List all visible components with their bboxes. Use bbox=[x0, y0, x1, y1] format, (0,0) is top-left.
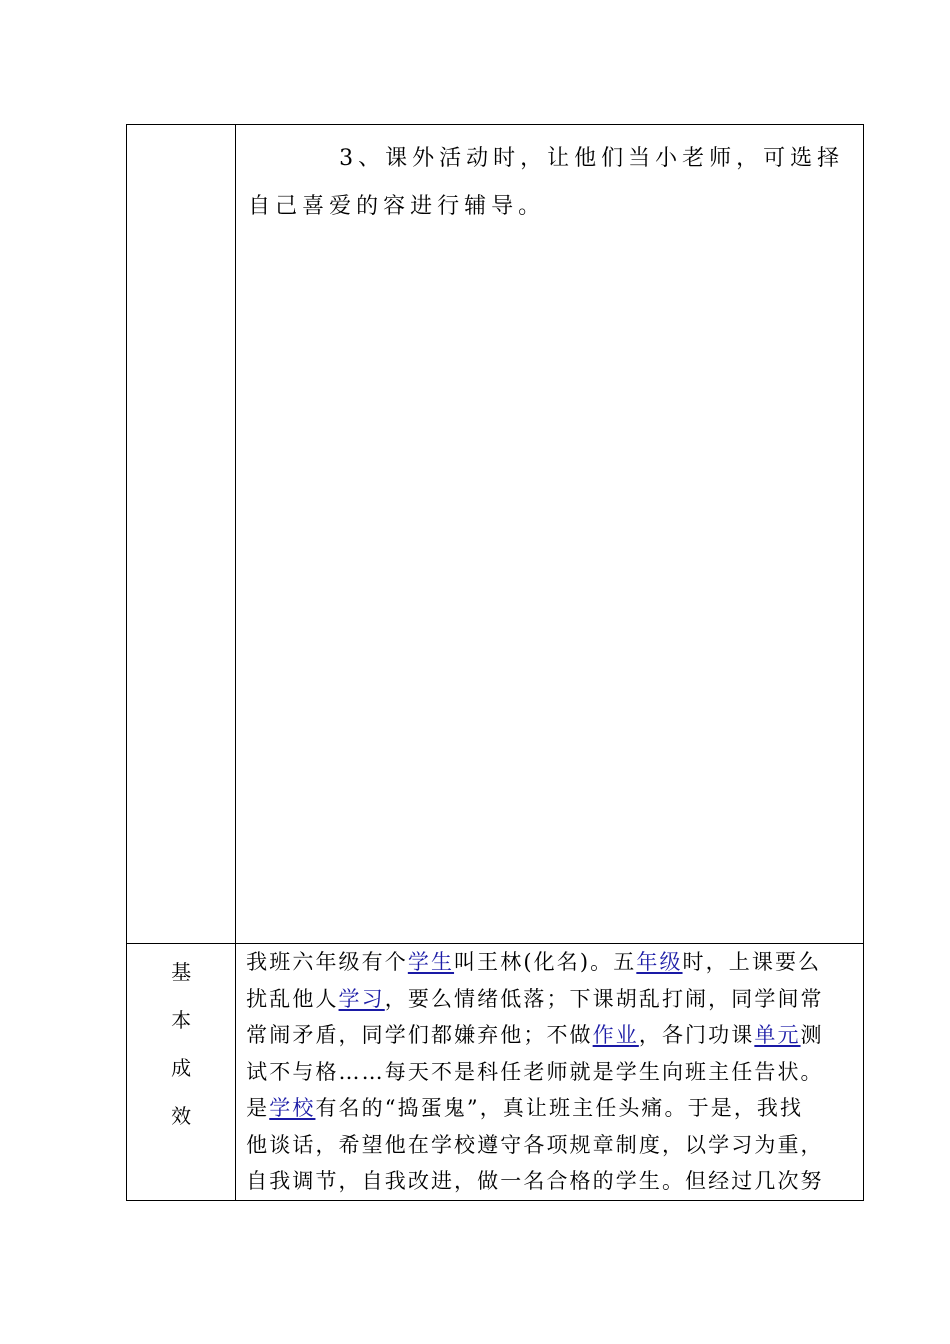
keyword-link[interactable]: 学校 bbox=[269, 1096, 316, 1120]
paragraph-text: 测 bbox=[800, 1023, 824, 1047]
label-char: 成 bbox=[171, 1056, 192, 1080]
label-cell-results bbox=[127, 944, 236, 1201]
results-label bbox=[127, 944, 235, 1140]
paragraph-text: ，各门功课 bbox=[638, 1023, 755, 1047]
keyword-link[interactable]: 学生 bbox=[407, 950, 455, 974]
paragraph-text: ，要么情绪低落；下课胡乱打闹，同学间常 bbox=[384, 986, 824, 1011]
table-row-activity bbox=[127, 125, 864, 944]
keyword-link[interactable]: 单元 bbox=[754, 1023, 801, 1047]
keyword-link[interactable]: 作业 bbox=[592, 1023, 639, 1047]
paragraph-text: 我班六年级有个 bbox=[246, 950, 408, 974]
table-row-results bbox=[127, 944, 864, 1201]
label-char: 效 bbox=[171, 1104, 192, 1128]
activity-paragraph bbox=[236, 125, 863, 231]
paragraph-text: 自我调节，自我改进，做一名合格的学生。但经过几次努 bbox=[246, 1169, 824, 1193]
activity-text: 3、课外活动时，让他们当小老师，可选择自己喜爱的容进行辅导。 bbox=[248, 146, 845, 219]
label-char: 基 bbox=[171, 960, 192, 984]
paragraph-text: 有名的“捣蛋鬼”，真让班主任头痛。于是，我找 bbox=[315, 1096, 804, 1120]
label-char: 本 bbox=[171, 1008, 192, 1032]
paragraph-text: 扰乱他人 bbox=[246, 986, 339, 1011]
content-cell-results bbox=[236, 944, 864, 1201]
keyword-link[interactable]: 年级 bbox=[636, 950, 683, 974]
paragraph-text: 试不与格……每天不是科任老师就是学生向班主任告状。 bbox=[246, 1059, 824, 1084]
label-cell-empty bbox=[127, 125, 236, 944]
paragraph-text: 叫王林(化名)。五 bbox=[454, 950, 637, 974]
keyword-link[interactable]: 学习 bbox=[338, 986, 385, 1011]
paragraph-text: 他谈话，希望他在学校遵守各项规章制度，以学习为重， bbox=[246, 1132, 824, 1157]
content-cell-activity bbox=[236, 125, 864, 944]
paragraph-text: 是 bbox=[246, 1096, 270, 1120]
paragraph-text: 常闹矛盾，同学们都嫌弃他；不做 bbox=[246, 1023, 593, 1047]
paragraph-text: 时，上课要么 bbox=[682, 950, 822, 974]
results-paragraph bbox=[236, 944, 863, 1200]
document-table bbox=[126, 124, 864, 1201]
